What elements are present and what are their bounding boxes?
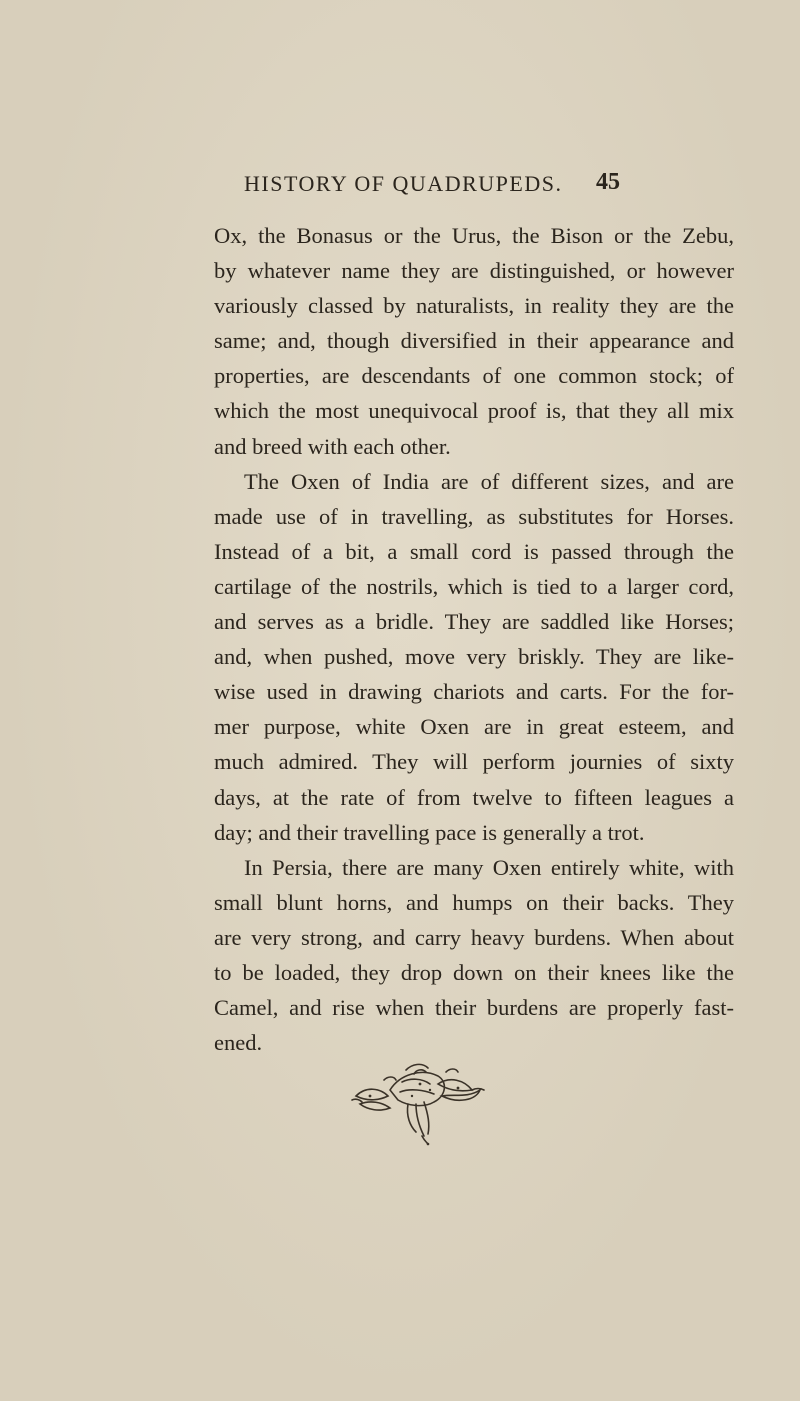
text-line: The Oxen of India are of different sizes, and are [244,468,734,494]
text-line: and, when pushed, move very briskly. They are like- [214,644,734,670]
text-line: properties, are descendants of one common stock; of [214,363,734,389]
text-line: same; and, though diversified in their appearance and [214,328,734,354]
text-line: ened. [214,1030,263,1056]
text-line: and serves as a bridle. They are saddled like Horses; [214,609,734,635]
text-line: variously classed by naturalists, in reality they are the [214,293,734,319]
text-line: wise used in drawing chariots and carts. For the for- [214,679,734,705]
text-line: which the most unequivocal proof is, that they all mix [214,398,734,424]
body-text [214,218,734,1060]
text-line: cartilage of the nostrils, which is tied to a larger cord, [214,573,734,599]
paragraph-3 [214,850,734,1061]
vignette-ornament-icon [350,1060,486,1146]
running-title: HISTORY OF QUADRUPEDS. [244,171,563,196]
text-line: to be loaded, they drop down on their knees like the [214,959,734,985]
text-line: days, at the rate of from twelve to fifteen leagues a [214,784,734,810]
paragraph-2 [214,464,734,850]
text-line: Camel, and rise when their burdens are properly fast- [214,995,734,1021]
page-number: 45 [596,169,620,195]
text-line: day; and their travelling pace is generally a trot. [214,819,645,845]
text-line: much admired. They will perform journies of sixty [214,749,734,775]
text-line: are very strong, and carry heavy burdens. When about [214,924,734,950]
text-line: and breed with each other. [214,433,451,459]
paragraph-1 [214,218,734,464]
text-line: In Persia, there are many Oxen entirely white, with [244,854,734,880]
text-line: Instead of a bit, a small cord is passed through the [214,538,734,564]
text-line: mer purpose, white Oxen are in great esteem, and [214,714,734,740]
text-line: small blunt horns, and humps on their backs. They [214,889,734,915]
page-header [0,168,800,208]
text-line: made use of in travelling, as substitutes for Horses. [214,503,734,529]
text-line: by whatever name they are distinguished, or however [214,258,734,284]
text-line: Ox, the Bonasus or the Urus, the Bison or the Zebu, [214,223,734,248]
